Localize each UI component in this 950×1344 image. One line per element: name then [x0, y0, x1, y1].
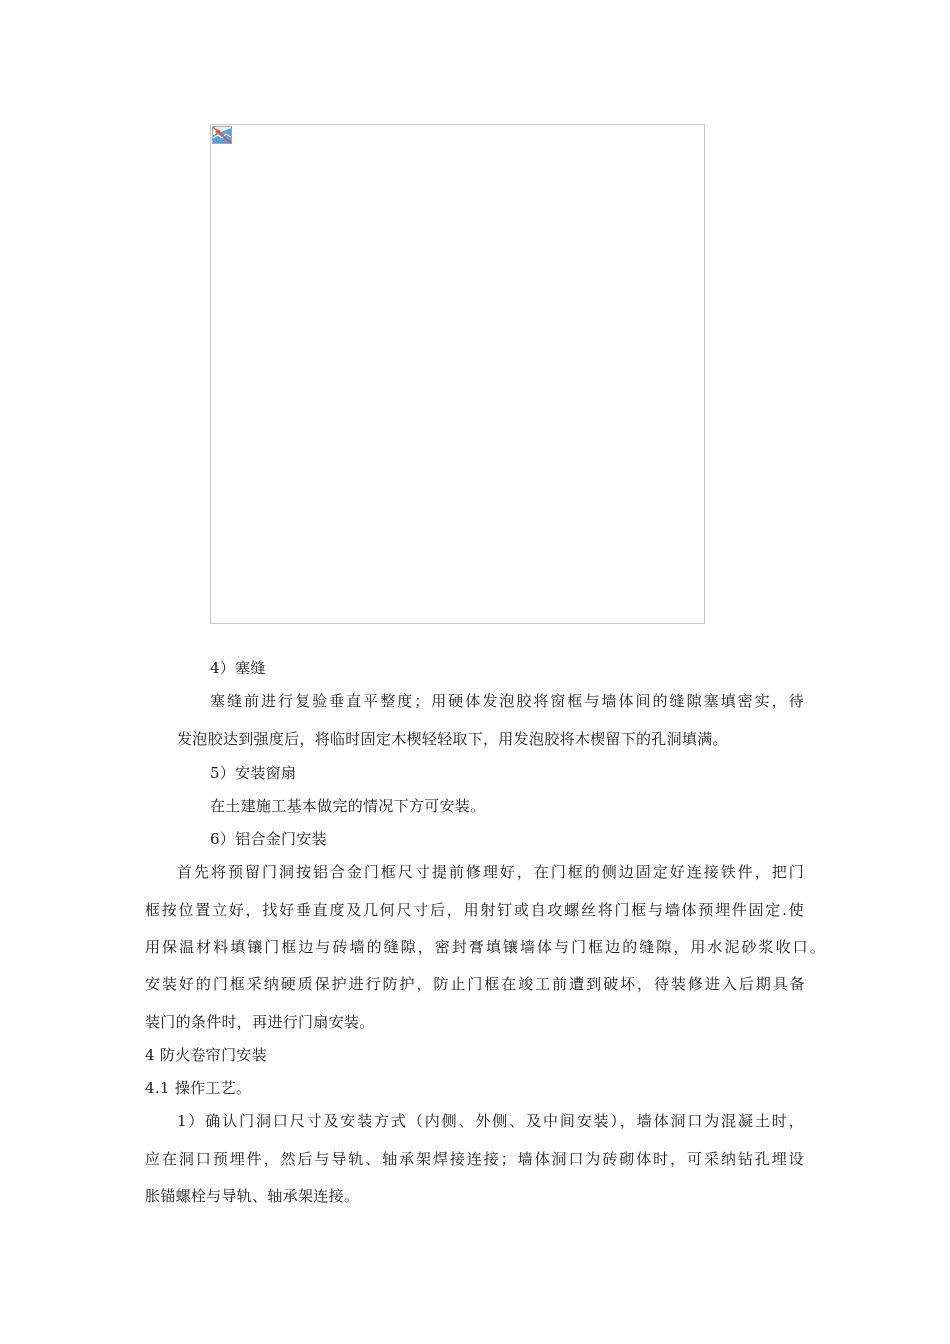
section-5-title: 5）安装窗扇 — [210, 764, 297, 782]
embedded-image-placeholder — [210, 124, 705, 624]
section-6-body-line-2: 框按位置立好，找好垂直度及几何尺寸后，用射钉或自攻螺丝将门框与墙体预埋件固定.使 — [145, 901, 804, 919]
section-6-body-line-3: 用保温材料填镶门框边与砖墙的缝隙，密封膏填镶墙体与门框边的缝隙，用水泥砂浆收口。 — [145, 938, 825, 956]
paragraph-1-line-3: 胀锚螺栓与导轨、轴承架连接。 — [145, 1187, 360, 1205]
heading-4: 4 防火卷帘门安装 — [145, 1046, 268, 1064]
section-6-body-line-4: 安装好的门框采纳硬质保护进行防护，防止门框在竣工前遭到破坏，待装修进入后期具备 — [145, 975, 805, 993]
section-6-body-line-5: 装门的条件时，再进行门扇安装。 — [145, 1013, 375, 1031]
section-4-title: 4）塞缝 — [210, 659, 266, 677]
paragraph-1-line-1: 1）确认门洞口尺寸及安装方式（内侧、外侧、及中间安装），墙体洞口为混凝土时， — [177, 1112, 804, 1130]
section-5-body: 在土建施工基本做完的情况下方可安装。 — [210, 797, 486, 815]
section-6-title: 6）铝合金门安装 — [210, 830, 327, 848]
section-4-body-line-2: 发泡胶达到强度后，将临时固定木楔轻轻取下，用发泡胶将木楔留下的孔洞填满。 — [177, 730, 728, 748]
paragraph-1-line-2: 应在洞口预埋件，然后与导轨、轴承架焊接连接；墙体洞口为砖砌体时，可采纳钻孔埋设 — [145, 1150, 804, 1168]
broken-image-icon — [212, 126, 232, 144]
section-4-body-line-1: 塞缝前进行复验垂直平整度；用硬体发泡胶将窗框与墙体间的缝隙塞填密实，待 — [210, 692, 804, 710]
heading-4-1: 4.1 操作工艺。 — [145, 1079, 252, 1097]
section-6-body-line-1: 首先将预留门洞按铝合金门框尺寸提前修理好，在门框的侧边固定好连接铁件，把门 — [177, 863, 804, 881]
